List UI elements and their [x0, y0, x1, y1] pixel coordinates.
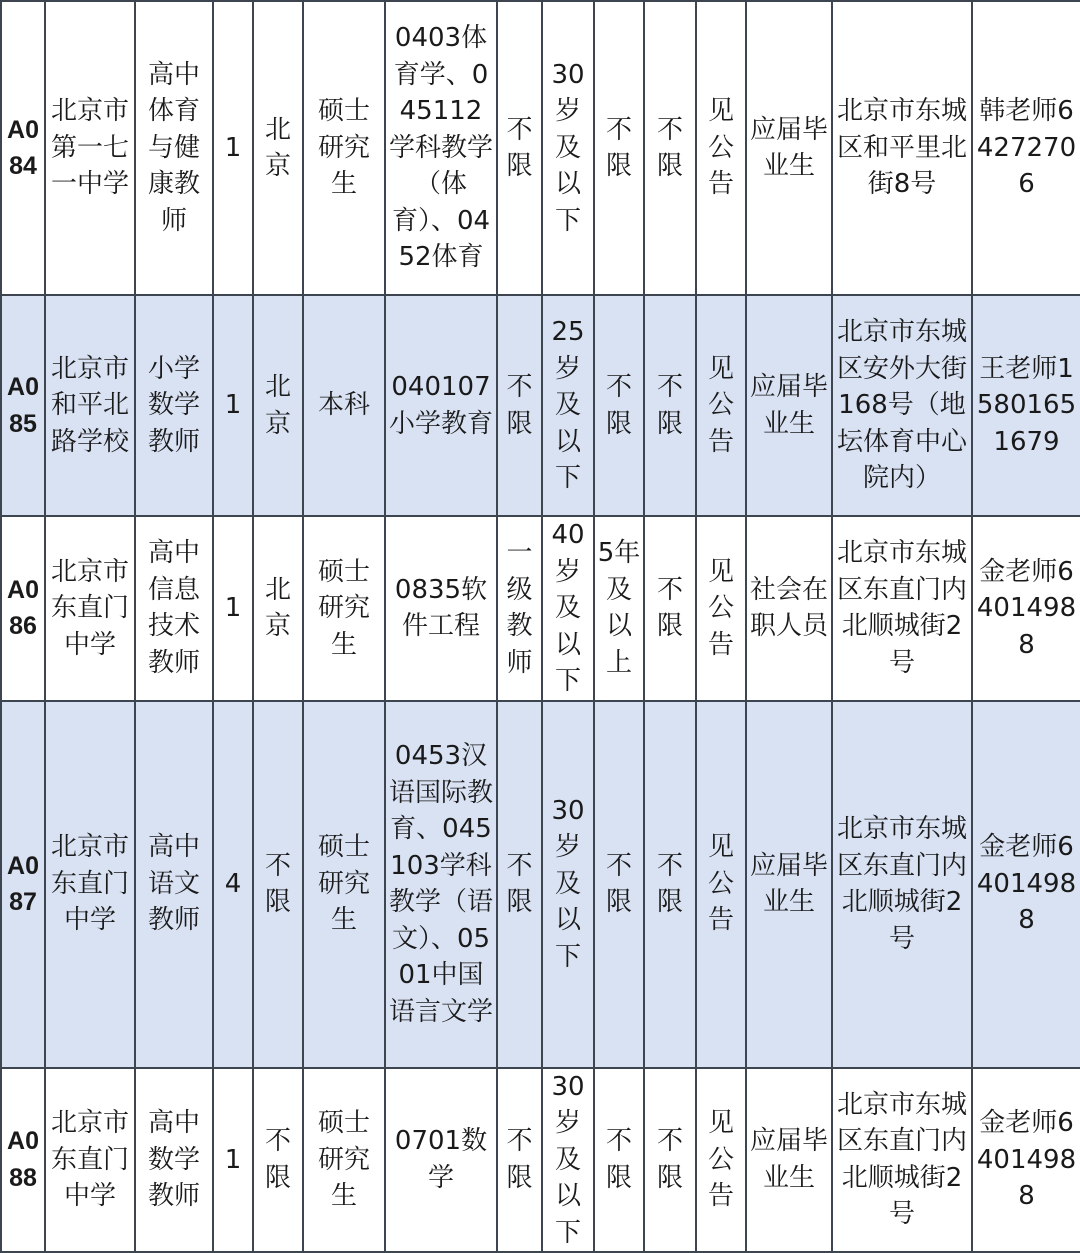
- degree-requirement-cell: 本科: [303, 295, 385, 516]
- notice-cell: 见公告: [696, 1, 746, 295]
- table-row-a084: [1, 1, 1080, 295]
- position-code-cell: A087: [1, 701, 45, 1068]
- position-code-cell: A084: [1, 1, 45, 295]
- address-cell: 北京市东城区和平里北街8号: [832, 1, 972, 295]
- job-title-cell: 高中信息技术教师: [135, 516, 213, 701]
- major-requirement-cell: 0701数学: [385, 1068, 497, 1253]
- hukou-requirement-cell: 北京: [253, 295, 303, 516]
- table-row-a086: [1, 516, 1080, 701]
- applicant-status-cell: 社会在职人员: [746, 516, 832, 701]
- experience-requirement-cell: 不限: [594, 295, 644, 516]
- table-row-a085: [1, 295, 1080, 516]
- contact-cell: 金老师64014988: [972, 701, 1080, 1068]
- school-name-cell: 北京市第一七一中学: [45, 1, 135, 295]
- job-title-cell: 高中体育与健康教师: [135, 1, 213, 295]
- age-requirement-cell: 30岁及以下: [542, 1, 594, 295]
- table-row-a088: [1, 1068, 1080, 1253]
- title-requirement-cell: 不限: [497, 295, 542, 516]
- major-requirement-cell: 040107小学教育: [385, 295, 497, 516]
- title-requirement-cell: 不限: [497, 1, 542, 295]
- applicant-status-cell: 应届毕业生: [746, 1068, 832, 1253]
- other-requirement-cell: 不限: [644, 516, 696, 701]
- other-requirement-cell: 不限: [644, 701, 696, 1068]
- title-requirement-cell: 不限: [497, 701, 542, 1068]
- school-name-cell: 北京市和平北路学校: [45, 295, 135, 516]
- table-row-a087: [1, 701, 1080, 1068]
- school-name-cell: 北京市东直门中学: [45, 1068, 135, 1253]
- other-requirement-cell: 不限: [644, 1, 696, 295]
- applicant-status-cell: 应届毕业生: [746, 1, 832, 295]
- school-name-cell: 北京市东直门中学: [45, 701, 135, 1068]
- contact-cell: 金老师64014988: [972, 1068, 1080, 1253]
- title-requirement-cell: 不限: [497, 1068, 542, 1253]
- notice-cell: 见公告: [696, 516, 746, 701]
- age-requirement-cell: 30岁及以下: [542, 701, 594, 1068]
- hire-count-cell: 1: [213, 1, 253, 295]
- position-code-cell: A085: [1, 295, 45, 516]
- job-title-cell: 高中数学教师: [135, 1068, 213, 1253]
- hire-count-cell: 1: [213, 516, 253, 701]
- job-title-cell: 高中语文教师: [135, 701, 213, 1068]
- hire-count-cell: 1: [213, 295, 253, 516]
- major-requirement-cell: 0835软件工程: [385, 516, 497, 701]
- address-cell: 北京市东城区东直门内北顺城街2号: [832, 1068, 972, 1253]
- hukou-requirement-cell: 不限: [253, 701, 303, 1068]
- degree-requirement-cell: 硕士研究生: [303, 1068, 385, 1253]
- hukou-requirement-cell: 不限: [253, 1068, 303, 1253]
- school-name-cell: 北京市东直门中学: [45, 516, 135, 701]
- hire-count-cell: 4: [213, 701, 253, 1068]
- hukou-requirement-cell: 北京: [253, 516, 303, 701]
- address-cell: 北京市东城区安外大街168号（地坛体育中心院内）: [832, 295, 972, 516]
- degree-requirement-cell: 硕士研究生: [303, 701, 385, 1068]
- position-code-cell: A088: [1, 1068, 45, 1253]
- age-requirement-cell: 40岁及以下: [542, 516, 594, 701]
- experience-requirement-cell: 不限: [594, 1, 644, 295]
- hire-count-cell: 1: [213, 1068, 253, 1253]
- contact-cell: 金老师64014988: [972, 516, 1080, 701]
- contact-cell: 韩老师64272706: [972, 1, 1080, 295]
- job-title-cell: 小学数学教师: [135, 295, 213, 516]
- experience-requirement-cell: 不限: [594, 701, 644, 1068]
- other-requirement-cell: 不限: [644, 295, 696, 516]
- address-cell: 北京市东城区东直门内北顺城街2号: [832, 701, 972, 1068]
- major-requirement-cell: 0453汉语国际教育、045103学科教学（语文）、0501中国语言文学: [385, 701, 497, 1068]
- notice-cell: 见公告: [696, 701, 746, 1068]
- age-requirement-cell: 30岁及以下: [542, 1068, 594, 1253]
- age-requirement-cell: 25岁及以下: [542, 295, 594, 516]
- hukou-requirement-cell: 北京: [253, 1, 303, 295]
- applicant-status-cell: 应届毕业生: [746, 701, 832, 1068]
- degree-requirement-cell: 硕士研究生: [303, 1, 385, 295]
- position-code-cell: A086: [1, 516, 45, 701]
- major-requirement-cell: 0403体育学、045112学科教学（体育）、0452体育: [385, 1, 497, 295]
- applicant-status-cell: 应届毕业生: [746, 295, 832, 516]
- contact-cell: 王老师15801651679: [972, 295, 1080, 516]
- degree-requirement-cell: 硕士研究生: [303, 516, 385, 701]
- experience-requirement-cell: 不限: [594, 1068, 644, 1253]
- other-requirement-cell: 不限: [644, 1068, 696, 1253]
- notice-cell: 见公告: [696, 1068, 746, 1253]
- notice-cell: 见公告: [696, 295, 746, 516]
- title-requirement-cell: 一级教师: [497, 516, 542, 701]
- address-cell: 北京市东城区东直门内北顺城街2号: [832, 516, 972, 701]
- experience-requirement-cell: 5年及以上: [594, 516, 644, 701]
